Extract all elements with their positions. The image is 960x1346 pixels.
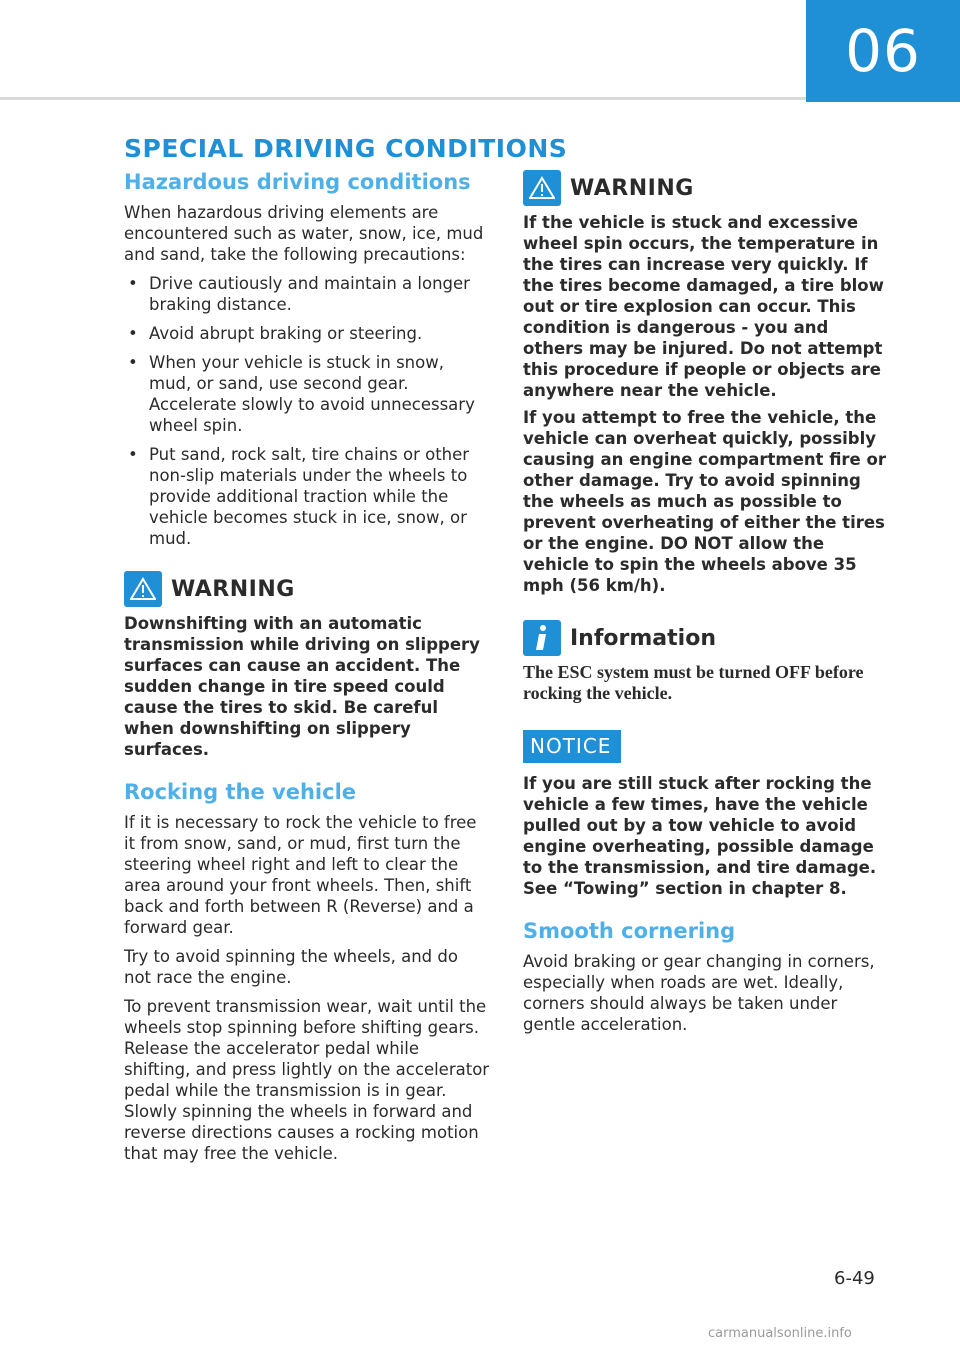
header-rule: [0, 97, 806, 100]
list-item: • Drive cautiously and maintain a longer braking distance.: [128, 274, 470, 314]
warning-icon: [124, 571, 162, 607]
section-title: SPECIAL DRIVING CONDITIONS: [124, 134, 568, 163]
warning-text: If you attempt to free the vehicle, the vehicle can overheat quickly, possibly causing an engine compartment fire or other damage. Try to avoid spinning the wheels as much as possible to prevent overheating of either the tires or the engine. DO NOT allow the vehicle to spin the wheels above 35 mph (56 km/h).: [523, 408, 886, 595]
hazardous-intro: When hazardous driving elements are encountered such as water, snow, ice, mud and sand, take the following precautions:: [124, 203, 484, 264]
bullet-dot: •: [128, 274, 138, 293]
rocking-paragraph: If it is necessary to rock the vehicle to free it from snow, sand, or mud, first turn the steering wheel right and left to clear the area around your front wheels. Then, shift back and forth between R (Reverse) and a forward gear.: [124, 813, 477, 937]
smooth-cornering-heading: Smooth cornering: [523, 919, 736, 943]
bullet-dot: •: [128, 445, 138, 464]
rocking-paragraph: To prevent transmission wear, wait until the wheels stop spinning before shifting gears. Release the accelerator pedal while shifting, and press lightly on the accelerator pedal while the transmission is in gear. Slowly spinning the wheels in forward and reverse directions causes a rocking motion that may free the vehicle.: [124, 997, 490, 1163]
notice-badge: NOTICE: [523, 730, 621, 763]
hazardous-heading: Hazardous driving conditions: [124, 170, 471, 194]
watermark: carmanualsonline.info: [708, 1326, 852, 1341]
information-text: The ESC system must be turned OFF before rocking the vehicle.: [523, 662, 864, 703]
list-item: • Avoid abrupt braking or steering.: [128, 324, 423, 343]
warning-text: Downshifting with an automatic transmission while driving on slippery surfaces can cause an accident. The sudden change in tire speed could cause the tires to skid. Be careful when downshifting on slippery surfaces.: [124, 614, 480, 759]
list-item: • When your vehicle is stuck in snow, mud, or sand, use second gear. Accelerate slowly to avoid unnecessary wheel spin.: [128, 353, 475, 435]
bullet-dot: •: [128, 324, 138, 343]
warning-header: [523, 170, 889, 206]
information-header: [523, 620, 889, 656]
precautions-list: [124, 273, 490, 549]
information-title: Information: [570, 625, 716, 651]
bullet-dot: •: [128, 353, 138, 372]
chapter-tab: 06: [806, 0, 960, 102]
warning-icon: [523, 170, 561, 206]
info-icon: [523, 620, 561, 656]
warning-title: WARNING: [171, 576, 295, 602]
notice-text: If you are still stuck after rocking the vehicle a few times, have the vehicle pulled out by a tow vehicle to avoid engine overheating, possible damage to the transmission, and tire damage. See “Towing” section in chapter 8.: [523, 774, 877, 898]
warning-text: If the vehicle is stuck and excessive wheel spin occurs, the temperature in the tires can increase very quickly. If the tires become damaged, a tire blow out or tire explosion can occur. This condition is dangerous - you and others may be injured. Do not attempt this procedure if people or objects are anywhere near the vehicle.: [523, 213, 884, 400]
rocking-paragraph: Try to avoid spinning the wheels, and do not race the engine.: [124, 947, 458, 987]
page-number: 6-49: [834, 1268, 875, 1289]
right-column: [523, 170, 889, 1043]
smooth-cornering-text: Avoid braking or gear changing in corners, especially when roads are wet. Ideally, corners should always be taken under gentle acceleration.: [523, 952, 875, 1034]
left-column: [124, 170, 490, 1172]
list-item: • Put sand, rock salt, tire chains or other non-slip materials under the wheels to provide additional traction while the vehicle becomes stuck in ice, snow, or mud.: [128, 445, 470, 548]
rocking-heading: Rocking the vehicle: [124, 780, 357, 804]
warning-header: [124, 571, 490, 607]
warning-title: WARNING: [570, 175, 694, 201]
